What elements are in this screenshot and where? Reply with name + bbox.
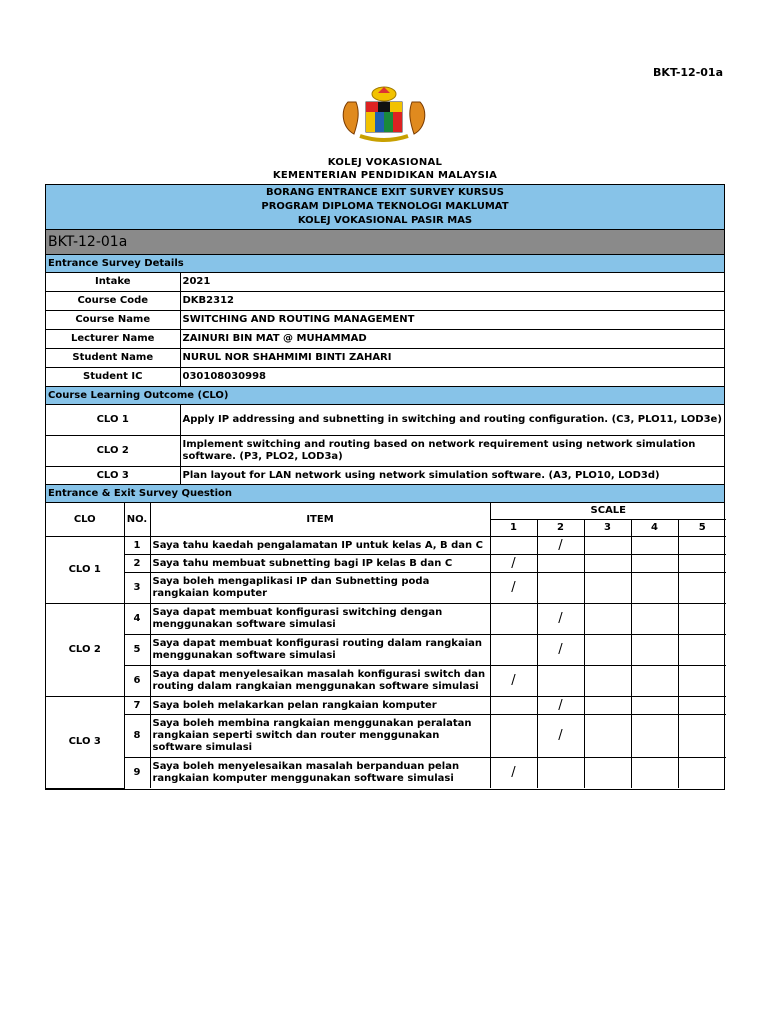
survey-form bbox=[45, 184, 725, 790]
scale-cell-4[interactable] bbox=[631, 758, 678, 789]
scale-cell-1[interactable] bbox=[490, 635, 537, 666]
scale-mark: / bbox=[558, 537, 563, 553]
scale-cell-5[interactable] bbox=[678, 758, 726, 789]
detail-row-course-code bbox=[46, 292, 724, 311]
scale-cell-5[interactable] bbox=[678, 715, 726, 758]
scale-cell-4[interactable] bbox=[631, 537, 678, 555]
survey-item-number: 8 bbox=[124, 715, 150, 758]
scale-cell-3[interactable] bbox=[584, 715, 631, 758]
scale-cell-3[interactable] bbox=[584, 635, 631, 666]
scale-cell-3[interactable] bbox=[584, 537, 631, 555]
scale-cell-5[interactable] bbox=[678, 635, 726, 666]
scale-cell-5[interactable] bbox=[678, 537, 726, 555]
scale-label: 5 bbox=[678, 520, 726, 537]
detail-row-course-name bbox=[46, 311, 724, 330]
scale-cell-5[interactable] bbox=[678, 666, 726, 697]
scale-cell-4[interactable] bbox=[631, 697, 678, 715]
detail-label: Course Name bbox=[46, 311, 180, 330]
column-header-scale: SCALE bbox=[490, 503, 726, 520]
survey-item-text: Saya tahu kaedah pengalamatan IP untuk kelas A, B dan C bbox=[150, 537, 490, 555]
clo-row bbox=[46, 436, 724, 467]
scale-cell-1[interactable] bbox=[490, 666, 537, 697]
survey-item-number: 9 bbox=[124, 758, 150, 789]
scale-mark: / bbox=[558, 642, 563, 657]
survey-item-text: Saya boleh melakarkan pelan rangkaian komputer bbox=[150, 697, 490, 715]
survey-item-number: 2 bbox=[124, 555, 150, 573]
detail-value: SWITCHING AND ROUTING MANAGEMENT bbox=[180, 311, 724, 330]
scale-mark: / bbox=[511, 555, 516, 571]
form-title-line: BORANG ENTRANCE EXIT SURVEY KURSUS bbox=[266, 187, 504, 198]
detail-label: Intake bbox=[46, 273, 180, 292]
section-entrance-exit-survey-question: Entrance & Exit Survey Question bbox=[46, 485, 724, 503]
clo-table bbox=[46, 405, 724, 485]
detail-value: 2021 bbox=[180, 273, 724, 292]
scale-cell-2[interactable] bbox=[537, 715, 584, 758]
scale-cell-1[interactable] bbox=[490, 697, 537, 715]
section-course-learning-outcome: Course Learning Outcome (CLO) bbox=[46, 387, 724, 405]
form-code-bar: BKT-12-01a bbox=[46, 230, 724, 255]
column-header-clo: CLO bbox=[46, 503, 124, 537]
scale-cell-1[interactable] bbox=[490, 715, 537, 758]
survey-item-row bbox=[46, 715, 726, 758]
detail-value: NURUL NOR SHAHMIMI BINTI ZAHARI bbox=[180, 349, 724, 368]
detail-label: Course Code bbox=[46, 292, 180, 311]
scale-cell-2[interactable] bbox=[537, 758, 584, 789]
scale-cell-4[interactable] bbox=[631, 635, 678, 666]
detail-value: 030108030998 bbox=[180, 368, 724, 387]
section-entrance-survey-details: Entrance Survey Details bbox=[46, 255, 724, 273]
scale-mark: / bbox=[558, 728, 563, 743]
clo-label: CLO 2 bbox=[46, 436, 180, 467]
clo-description: Apply IP addressing and subnetting in switching and routing configuration. (C3, PLO11, LOD3e) bbox=[180, 405, 724, 436]
scale-mark: / bbox=[511, 673, 516, 688]
scale-cell-4[interactable] bbox=[631, 715, 678, 758]
scale-cell-2[interactable] bbox=[537, 604, 584, 635]
scale-cell-2[interactable] bbox=[537, 537, 584, 555]
entrance-details-table bbox=[46, 273, 724, 387]
scale-label: 4 bbox=[631, 520, 678, 537]
detail-row-student-ic bbox=[46, 368, 724, 387]
survey-item-row bbox=[46, 758, 726, 789]
scale-cell-3[interactable] bbox=[584, 697, 631, 715]
scale-cell-5[interactable] bbox=[678, 697, 726, 715]
scale-label: 1 bbox=[490, 520, 537, 537]
form-title-line: PROGRAM DIPLOMA TEKNOLOGI MAKLUMAT bbox=[261, 201, 509, 212]
survey-item-row bbox=[46, 666, 726, 697]
malaysia-coat-of-arms-emblem bbox=[334, 84, 434, 146]
scale-cell-1[interactable] bbox=[490, 573, 537, 604]
scale-label: 3 bbox=[584, 520, 631, 537]
survey-clo-group-label: CLO 1 bbox=[46, 537, 124, 604]
scale-cell-1[interactable] bbox=[490, 758, 537, 789]
column-header-item: ITEM bbox=[150, 503, 490, 537]
scale-cell-5[interactable] bbox=[678, 604, 726, 635]
scale-mark: / bbox=[558, 697, 563, 713]
scale-cell-2[interactable] bbox=[537, 697, 584, 715]
scale-cell-1[interactable] bbox=[490, 537, 537, 555]
survey-item-row bbox=[46, 555, 726, 573]
scale-mark: / bbox=[511, 765, 516, 780]
scale-cell-4[interactable] bbox=[631, 604, 678, 635]
scale-cell-4[interactable] bbox=[631, 573, 678, 604]
detail-label: Lecturer Name bbox=[46, 330, 180, 349]
scale-cell-2[interactable] bbox=[537, 573, 584, 604]
scale-mark: / bbox=[511, 580, 516, 595]
survey-clo-group-label: CLO 2 bbox=[46, 604, 124, 697]
scale-label: 2 bbox=[537, 520, 584, 537]
scale-cell-4[interactable] bbox=[631, 666, 678, 697]
survey-item-text: Saya tahu membuat subnetting bagi IP kelas B dan C bbox=[150, 555, 490, 573]
clo-description: Plan layout for LAN network using network simulation software. (A3, PLO10, LOD3d) bbox=[180, 467, 724, 485]
form-title-line: KOLEJ VOKASIONAL PASIR MAS bbox=[297, 215, 473, 226]
survey-item-row bbox=[46, 537, 726, 555]
survey-item-row bbox=[46, 635, 726, 666]
scale-cell-5[interactable] bbox=[678, 573, 726, 604]
survey-clo-group-label: CLO 3 bbox=[46, 697, 124, 789]
clo-description: Implement switching and routing based on network requirement using network simulation software. (P3, PLO2, LOD3a) bbox=[180, 436, 724, 467]
detail-value: ZAINURI BIN MAT @ MUHAMMAD bbox=[180, 330, 724, 349]
survey-item-row bbox=[46, 573, 726, 604]
survey-item-number: 7 bbox=[124, 697, 150, 715]
survey-item-row bbox=[46, 604, 726, 635]
survey-item-text: Saya boleh menyelesaikan masalah berpanduan pelan rangkaian komputer menggunakan software simulasi bbox=[150, 758, 490, 789]
ministry-name: KEMENTERIAN PENDIDIKAN MALAYSIA bbox=[272, 170, 498, 181]
survey-item-text: Saya dapat membuat konfigurasi routing dalam rangkaian menggunakan software simulasi bbox=[150, 635, 490, 666]
form-title-band bbox=[46, 185, 724, 230]
survey-question-table bbox=[46, 503, 726, 789]
scale-cell-4[interactable] bbox=[631, 555, 678, 573]
detail-row-intake bbox=[46, 273, 724, 292]
detail-label: Student Name bbox=[46, 349, 180, 368]
clo-label: CLO 1 bbox=[46, 405, 180, 436]
survey-item-text: Saya dapat membuat konfigurasi switching dengan menggunakan software simulasi bbox=[150, 604, 490, 635]
scale-cell-5[interactable] bbox=[678, 555, 726, 573]
survey-item-text: Saya boleh mengaplikasi IP dan Subnetting poda rangkaian komputer bbox=[150, 573, 490, 604]
detail-label: Student IC bbox=[46, 368, 180, 387]
clo-row bbox=[46, 467, 724, 485]
survey-item-row bbox=[46, 697, 726, 715]
detail-row-student-name bbox=[46, 349, 724, 368]
scale-cell-2[interactable] bbox=[537, 555, 584, 573]
clo-row bbox=[46, 405, 724, 436]
detail-row-lecturer-name bbox=[46, 330, 724, 349]
scale-cell-3[interactable] bbox=[584, 758, 631, 789]
clo-label: CLO 3 bbox=[46, 467, 180, 485]
column-header-no: NO. bbox=[124, 503, 150, 537]
scale-cell-3[interactable] bbox=[584, 555, 631, 573]
survey-item-number: 1 bbox=[124, 537, 150, 555]
scale-cell-3[interactable] bbox=[584, 573, 631, 604]
scale-cell-3[interactable] bbox=[584, 666, 631, 697]
survey-item-number: 3 bbox=[124, 573, 150, 604]
scale-cell-3[interactable] bbox=[584, 604, 631, 635]
survey-item-number: 5 bbox=[124, 635, 150, 666]
scale-mark: / bbox=[558, 611, 563, 626]
document-code: BKT-12-01a bbox=[653, 66, 723, 79]
scale-cell-1[interactable] bbox=[490, 604, 537, 635]
detail-value: DKB2312 bbox=[180, 292, 724, 311]
scale-cell-1[interactable] bbox=[490, 555, 537, 573]
scale-cell-2[interactable] bbox=[537, 635, 584, 666]
survey-item-number: 4 bbox=[124, 604, 150, 635]
survey-item-text: Saya boleh membina rangkaian menggunakan peralatan rangkaian seperti switch dan router menggunakan software simulasi bbox=[150, 715, 490, 758]
institution-name: KOLEJ VOKASIONAL bbox=[327, 157, 443, 168]
scale-cell-2[interactable] bbox=[537, 666, 584, 697]
survey-item-text: Saya dapat menyelesaikan masalah konfigurasi switch dan routing dalam rangkaian menggunakan software simulasi bbox=[150, 666, 490, 697]
survey-item-number: 6 bbox=[124, 666, 150, 697]
